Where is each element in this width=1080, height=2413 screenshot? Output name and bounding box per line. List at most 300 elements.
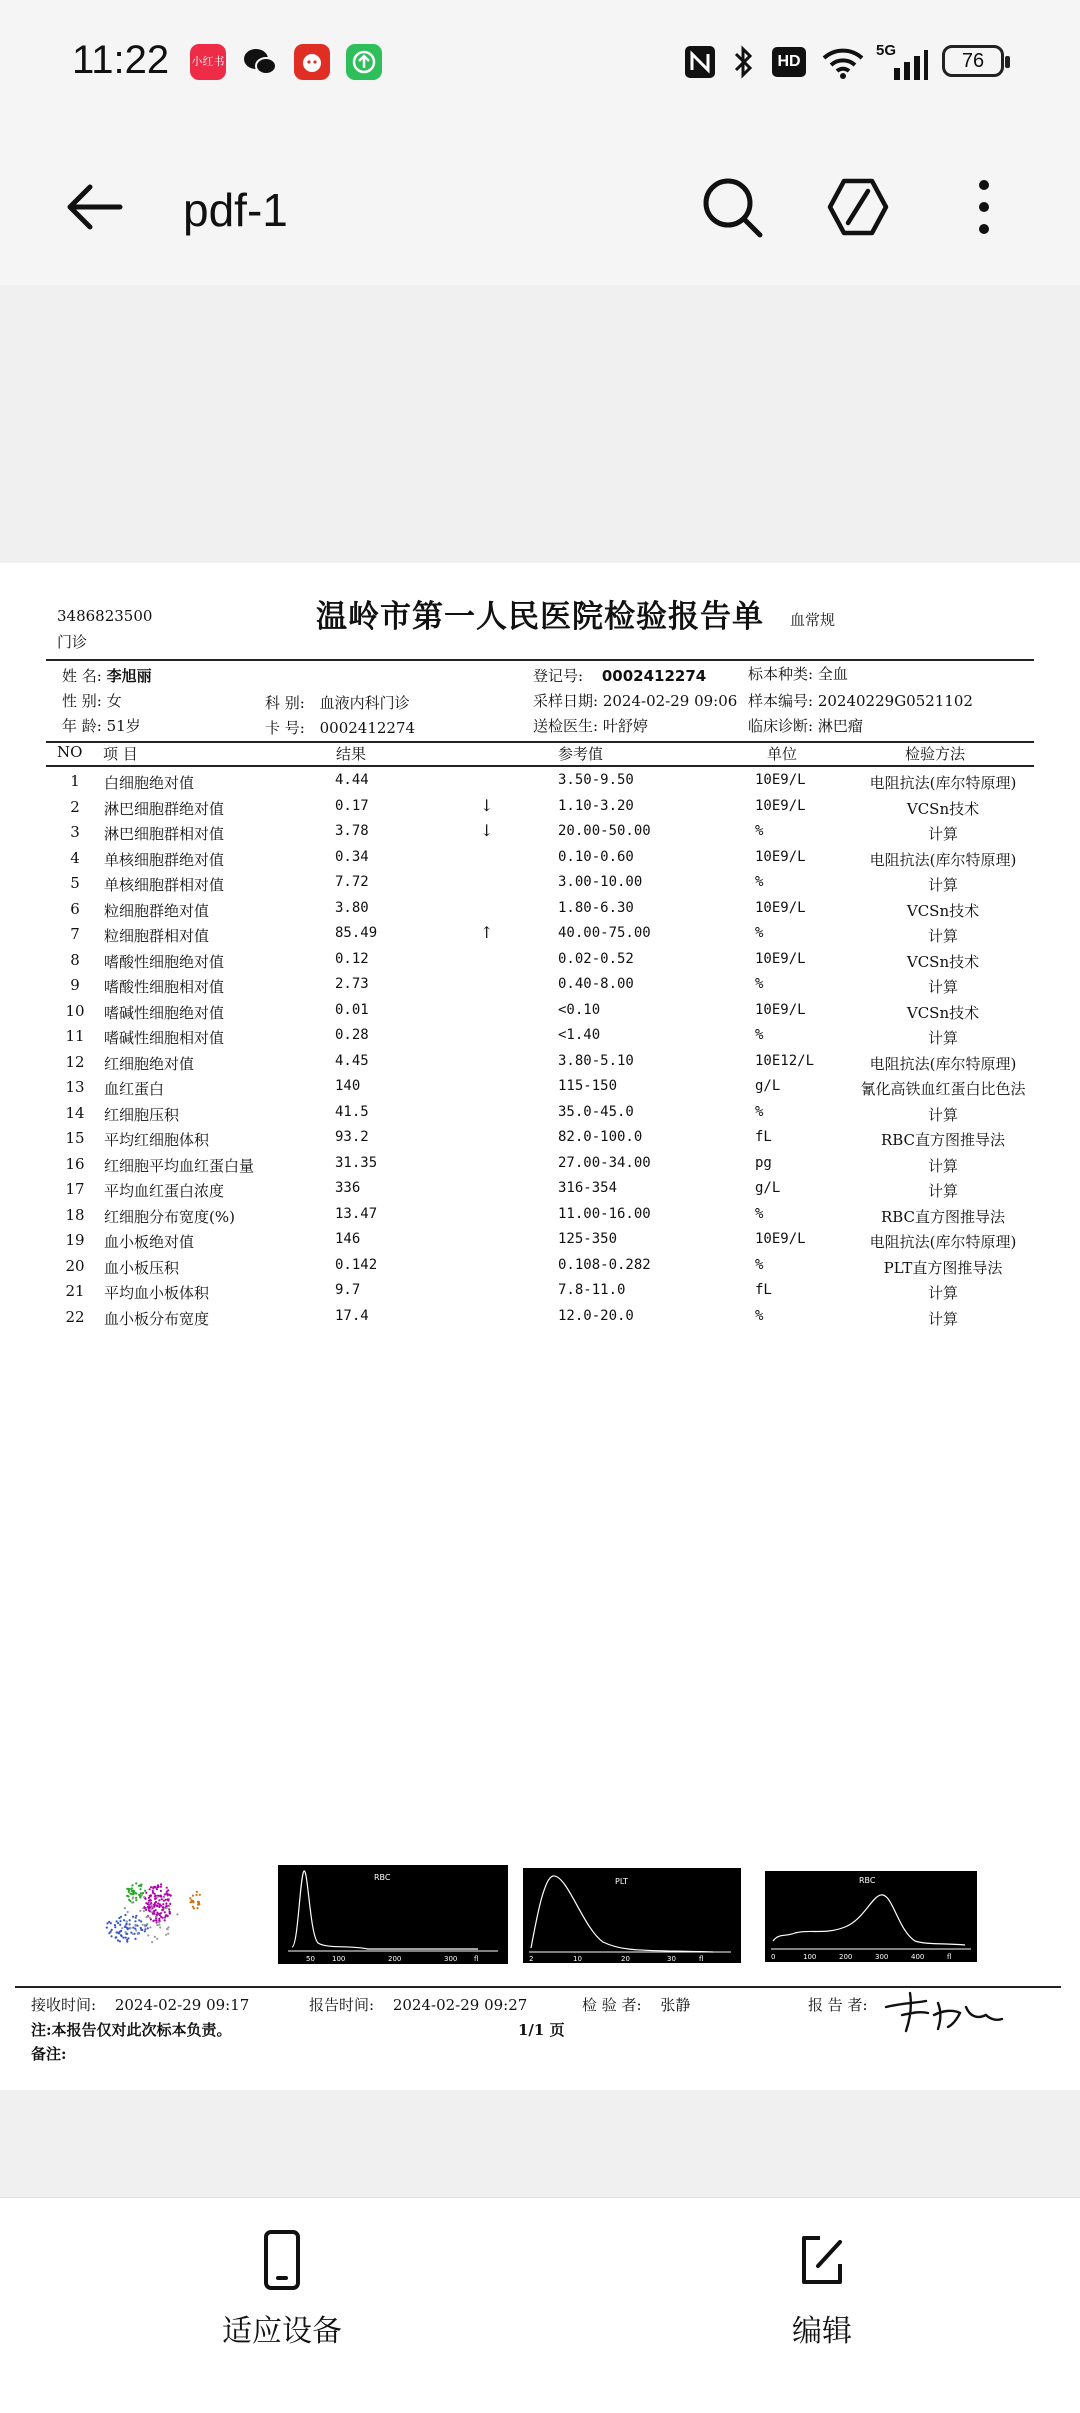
cell-ref: 27.00-34.00 <box>558 1154 651 1171</box>
table-row <box>0 870 1080 896</box>
cell-method: 计算 <box>927 1105 958 1124</box>
table-row <box>0 1176 1080 1202</box>
scatter-point <box>151 1941 153 1943</box>
scatter-point <box>169 1894 171 1896</box>
specimen-value: 全血 <box>817 665 848 683</box>
header-result: 结果 <box>336 745 367 763</box>
cell-result: 4.44 <box>335 772 369 788</box>
scatter-point <box>131 1902 133 1904</box>
scatter-point <box>165 1934 167 1936</box>
report-time: 2024-02-29 09:27 <box>392 1996 528 2014</box>
scatter-point <box>152 1920 154 1922</box>
scatter-point <box>139 1910 141 1912</box>
cell-unit: 10E9/L <box>755 797 806 814</box>
cell-item: 嗜酸性细胞绝对值 <box>104 952 225 971</box>
cell-ref: 20.00-50.00 <box>558 823 651 839</box>
cell-method: RBC直方图推导法 <box>880 1207 1006 1226</box>
table-row <box>0 972 1080 998</box>
report-time-line <box>309 1994 527 2015</box>
scatter-point <box>167 1889 169 1891</box>
scatter-point <box>167 1933 169 1935</box>
header-ref: 参考值 <box>558 745 604 763</box>
scatter-point <box>136 1925 138 1927</box>
cell-item: 嗜碱性细胞相对值 <box>104 1029 225 1047</box>
cell-ref: 3.80-5.10 <box>558 1052 634 1069</box>
table-row <box>0 921 1080 947</box>
scatter-point <box>108 1921 110 1923</box>
scatter-point <box>176 1913 178 1915</box>
scatter-point <box>167 1894 169 1896</box>
cell-unit: % <box>755 976 764 992</box>
signal-5g-icon <box>876 42 928 82</box>
cell-flag: ↓ <box>480 821 494 840</box>
reg-value: 0002412274 <box>601 667 707 685</box>
scatter-point <box>160 1912 162 1914</box>
scatter-point <box>140 1885 142 1887</box>
cell-method: 计算 <box>927 1182 958 1200</box>
cell-ref: 11.00-16.00 <box>558 1205 651 1222</box>
dept-line <box>265 692 410 713</box>
scatter-point <box>111 1929 113 1931</box>
cell-item: 红细胞分布宽度(%) <box>104 1207 235 1226</box>
diagnosis-line <box>748 715 863 736</box>
cell-ref: 0.40-8.00 <box>558 976 634 992</box>
table-row <box>0 1125 1080 1151</box>
table-row <box>0 947 1080 973</box>
rbc2-tick: fl <box>947 1953 952 1961</box>
cell-ref: 82.0-100.0 <box>558 1129 643 1145</box>
more-options-icon[interactable] <box>942 165 1026 249</box>
cell-result: 0.28 <box>335 1027 369 1043</box>
cell-flag: ↓ <box>480 795 494 815</box>
table-row <box>0 1151 1080 1177</box>
cell-ref: 1.80-6.30 <box>558 899 634 916</box>
cell-item: 淋巴细胞群相对值 <box>104 825 225 843</box>
scatter-point <box>148 1902 150 1904</box>
cell-method: 电阻抗法(库尔特原理) <box>869 850 1017 869</box>
scatter-point <box>149 1926 151 1928</box>
scatter-point <box>196 1891 198 1893</box>
wechat-icon <box>242 44 278 80</box>
scatter-point <box>190 1901 192 1903</box>
pdf-page[interactable] <box>0 563 1080 2090</box>
cell-no: 17 <box>65 1180 85 1198</box>
scatter-point <box>139 1888 141 1890</box>
scatter-point <box>160 1883 162 1885</box>
scatter-point <box>196 1894 198 1896</box>
ai-assistant-icon[interactable] <box>816 165 900 249</box>
cell-item: 平均血红蛋白浓度 <box>104 1182 225 1200</box>
scatter-point <box>165 1907 167 1909</box>
patient-name-line <box>62 665 152 686</box>
card-line <box>265 717 415 738</box>
scatter-point <box>168 1898 170 1900</box>
scatter-point <box>168 1908 170 1910</box>
scatter-point <box>150 1908 152 1910</box>
scatter-point <box>198 1903 200 1905</box>
table-row <box>0 1304 1080 1330</box>
diagnosis-value: 淋巴瘤 <box>817 717 863 735</box>
cell-result: 7.72 <box>335 874 369 890</box>
cell-unit: % <box>755 823 764 839</box>
scatter-point <box>160 1895 162 1897</box>
table-row <box>0 845 1080 871</box>
scatter-point <box>158 1918 160 1920</box>
cell-unit: 10E12/L <box>755 1052 815 1069</box>
cell-item: 嗜酸性细胞相对值 <box>104 978 225 996</box>
cell-unit: fL <box>755 1129 772 1145</box>
scatter-point <box>150 1886 152 1888</box>
result-table <box>0 768 1080 1329</box>
cell-no: 3 <box>70 823 80 841</box>
cell-no: 11 <box>65 1027 85 1045</box>
specimen-no-label: 样本编号: <box>748 692 814 710</box>
divider-footer <box>15 1986 1061 1988</box>
cell-item: 单核细胞群绝对值 <box>104 850 225 869</box>
scatter-point <box>155 1916 157 1918</box>
scatter-point <box>121 1927 123 1929</box>
specimen-line <box>748 663 848 684</box>
scatter-point <box>140 1892 142 1894</box>
cell-result: 13.47 <box>335 1205 378 1222</box>
cell-unit: 10E9/L <box>755 899 806 916</box>
cell-method: 电阻抗法(库尔特原理) <box>869 774 1017 792</box>
scatter-point <box>167 1928 169 1930</box>
cell-item: 平均血小板体积 <box>104 1284 210 1302</box>
cell-ref: 0.108-0.282 <box>558 1256 651 1273</box>
scatter-point <box>132 1916 134 1918</box>
cell-unit: g/L <box>755 1180 781 1196</box>
cell-unit: % <box>755 925 764 941</box>
scatter-point <box>157 1884 159 1886</box>
cell-item: 粒细胞群相对值 <box>104 927 210 945</box>
scatter-point <box>153 1912 155 1914</box>
table-row <box>0 1100 1080 1126</box>
scatter-point <box>126 1923 128 1925</box>
doctor-line <box>533 715 648 736</box>
scatter-point <box>134 1920 136 1922</box>
cell-result: 93.2 <box>335 1129 369 1145</box>
cell-method: 计算 <box>927 1309 958 1328</box>
cell-ref: 0.10-0.60 <box>558 848 634 865</box>
reg-label: 登记号: <box>533 667 584 685</box>
scatter-point <box>165 1905 167 1907</box>
scatter-point <box>165 1914 167 1916</box>
cell-no: 5 <box>70 874 80 892</box>
table-row <box>0 1227 1080 1253</box>
wbc-scatter-plot <box>88 1848 218 1958</box>
scatter-point <box>147 1927 149 1929</box>
table-row <box>0 1202 1080 1228</box>
scatter-point <box>143 1910 145 1912</box>
sample-date-line <box>533 690 737 711</box>
scatter-point <box>135 1892 137 1894</box>
table-row <box>0 1023 1080 1049</box>
cell-unit: 10E9/L <box>755 950 806 967</box>
scatter-point <box>152 1892 154 1894</box>
cell-result: 0.12 <box>335 950 369 967</box>
cell-no: 7 <box>70 925 80 943</box>
table-row <box>0 1074 1080 1100</box>
phone-icon <box>252 2228 312 2292</box>
cell-no: 19 <box>65 1231 85 1249</box>
scatter-point <box>131 1887 133 1889</box>
scatter-point <box>127 1911 129 1913</box>
cell-no: 12 <box>65 1052 85 1071</box>
scatter-point <box>169 1911 171 1913</box>
scatter-point <box>167 1926 169 1928</box>
cell-no: 15 <box>65 1129 85 1147</box>
rbc-histogram-label: RBC <box>374 1873 391 1882</box>
table-row <box>0 896 1080 922</box>
scatter-point <box>189 1897 191 1899</box>
cell-no: 22 <box>65 1307 85 1326</box>
scatter-point <box>155 1909 157 1911</box>
divider-info <box>46 741 1034 743</box>
scatter-point <box>164 1911 166 1913</box>
scatter-point <box>162 1917 164 1919</box>
scatter-point <box>132 1892 134 1894</box>
status-bar <box>0 0 1080 125</box>
scatter-point <box>157 1902 159 1904</box>
cell-item: 血红蛋白 <box>104 1080 165 1098</box>
plt-tick: fl <box>699 1955 704 1963</box>
cell-no: 2 <box>70 797 80 816</box>
cell-ref: 316-354 <box>558 1180 618 1196</box>
scatter-point <box>169 1903 171 1905</box>
scatter-point <box>192 1895 194 1897</box>
cell-method: PLT直方图推导法 <box>883 1258 1003 1277</box>
scatter-point <box>137 1933 139 1935</box>
scatter-point <box>138 1919 140 1921</box>
header-method: 检验方法 <box>905 745 966 763</box>
scatter-point <box>155 1904 157 1906</box>
scatter-point <box>154 1936 156 1938</box>
scatter-point <box>135 1917 137 1919</box>
cell-method: 电阻抗法(库尔特原理) <box>869 1054 1017 1073</box>
scatter-point <box>156 1924 158 1926</box>
scatter-point <box>134 1938 136 1940</box>
status-time: 11:22 <box>72 38 170 82</box>
cell-unit: 10E9/L <box>755 848 806 865</box>
scatter-point <box>150 1895 152 1897</box>
cell-method: VCSn技术 <box>906 1003 980 1022</box>
scatter-point <box>127 1937 129 1939</box>
scatter-point <box>122 1937 124 1939</box>
scatter-point <box>165 1893 167 1895</box>
rbc-tick: 300 <box>444 1955 458 1963</box>
scatter-point <box>159 1926 161 1928</box>
scatter-point <box>160 1905 162 1907</box>
scatter-point <box>164 1919 166 1921</box>
cell-no: 16 <box>65 1154 85 1173</box>
page-indicator: 1/1 页 <box>518 2021 565 2039</box>
scatter-point <box>154 1898 156 1900</box>
scatter-point <box>192 1901 194 1903</box>
report-time-label: 报告时间: <box>309 1996 375 2014</box>
scatter-point <box>125 1931 127 1933</box>
scatter-point <box>110 1935 112 1937</box>
cell-method: 计算 <box>927 927 958 945</box>
cell-no: 14 <box>65 1103 85 1122</box>
network-type: 5G <box>876 42 897 59</box>
cell-method: VCSn技术 <box>906 901 980 920</box>
cell-item: 粒细胞群绝对值 <box>104 901 210 920</box>
scatter-point <box>132 1890 134 1892</box>
cell-result: 3.78 <box>335 823 369 839</box>
table-row <box>0 768 1080 794</box>
scatter-point <box>117 1922 119 1924</box>
cell-ref: 12.0-20.0 <box>558 1307 634 1324</box>
scatter-point <box>143 1896 145 1898</box>
cell-unit: g/L <box>755 1078 781 1094</box>
header-no: NO <box>57 743 83 761</box>
cell-unit: % <box>755 1027 764 1043</box>
patient-age-line <box>62 715 141 736</box>
scatter-point <box>126 1927 128 1929</box>
cell-no: 18 <box>65 1205 85 1224</box>
plt-histogram <box>523 1868 741 1963</box>
scatter-point <box>161 1909 163 1911</box>
scatter-point <box>108 1932 110 1934</box>
specimen-label: 标本种类: <box>748 665 814 683</box>
cell-ref: <1.40 <box>558 1027 601 1043</box>
scatter-point <box>134 1925 136 1927</box>
scatter-point <box>119 1940 121 1942</box>
receive-time: 2024-02-29 09:17 <box>114 1996 250 2014</box>
dept-label: 科 别: <box>265 694 305 712</box>
rbc2-histogram-label: RBC <box>859 1876 876 1885</box>
specimen-no: 20240229G0521102 <box>817 692 973 710</box>
patient-age: 51岁 <box>106 717 141 735</box>
scatter-point <box>168 1905 170 1907</box>
cell-ref: 3.50-9.50 <box>558 772 634 788</box>
cell-result: 336 <box>335 1180 361 1196</box>
scatter-point <box>115 1937 117 1939</box>
cell-no: 9 <box>70 976 80 994</box>
scatter-point <box>157 1921 159 1923</box>
edit-icon <box>792 2228 852 2292</box>
scatter-point <box>149 1888 151 1890</box>
doctor-label: 送检医生: <box>533 717 599 735</box>
scatter-point <box>149 1917 151 1919</box>
scatter-point <box>129 1919 131 1921</box>
scatter-point <box>150 1900 152 1902</box>
fit-device-button[interactable] <box>132 2228 432 2350</box>
scatter-point <box>144 1925 146 1927</box>
edit-button[interactable] <box>672 2228 972 2350</box>
cell-item: 血小板绝对值 <box>104 1233 195 1251</box>
upload-app-icon <box>346 44 382 80</box>
cell-item: 淋巴细胞群绝对值 <box>104 799 225 818</box>
header-unit: 单位 <box>767 745 798 763</box>
cell-ref: <0.10 <box>558 1001 601 1018</box>
hd-icon: HD <box>772 47 806 77</box>
cell-method: 计算 <box>927 1156 958 1175</box>
scatter-point <box>163 1896 165 1898</box>
scatter-point <box>140 1920 142 1922</box>
cell-unit: % <box>755 874 764 890</box>
cell-unit: 10E9/L <box>755 1231 806 1247</box>
table-row <box>0 1253 1080 1279</box>
scatter-point <box>131 1884 133 1886</box>
table-row <box>0 1049 1080 1075</box>
cell-ref: 7.8-11.0 <box>558 1282 626 1298</box>
cell-ref: 35.0-45.0 <box>558 1103 634 1120</box>
cell-item: 红细胞压积 <box>104 1105 180 1124</box>
scatter-point <box>141 1929 143 1931</box>
cell-result: 17.4 <box>335 1307 369 1324</box>
cell-ref: 0.02-0.52 <box>558 950 634 967</box>
cell-no: 21 <box>65 1282 85 1300</box>
xiaohongshu-app-icon: 小红书 <box>190 44 226 80</box>
scatter-point <box>165 1902 167 1904</box>
search-icon[interactable] <box>690 165 774 249</box>
cell-flag: ↑ <box>480 923 494 942</box>
rbc-tick: 100 <box>332 1955 346 1963</box>
cell-method: VCSn技术 <box>906 952 980 971</box>
cell-unit: % <box>755 1307 764 1324</box>
cell-method: 计算 <box>927 1284 958 1302</box>
cell-result: 4.45 <box>335 1052 369 1069</box>
tester-label: 检 验 者: <box>582 1996 642 2014</box>
cell-result: 140 <box>335 1078 361 1094</box>
rbc-tick: 200 <box>388 1955 402 1963</box>
scatter-point <box>129 1893 131 1895</box>
scatter-point <box>135 1929 137 1931</box>
cell-item: 红细胞绝对值 <box>104 1054 195 1073</box>
reporter-label: 报 告 者: <box>808 1996 868 2014</box>
patient-sex-label: 性 别: <box>62 692 102 710</box>
cell-method: RBC直方图推导法 <box>880 1131 1006 1149</box>
cell-no: 20 <box>65 1256 85 1275</box>
cell-no: 10 <box>65 1001 85 1020</box>
scatter-point <box>142 1907 144 1909</box>
scatter-point <box>161 1898 163 1900</box>
scatter-point <box>147 1934 149 1936</box>
scatter-point <box>120 1934 122 1936</box>
scatter-point <box>158 1905 160 1907</box>
cell-result: 0.142 <box>335 1256 378 1273</box>
plt-tick: 2 <box>529 1955 534 1963</box>
scatter-point <box>146 1923 148 1925</box>
plt-tick: 10 <box>573 1955 582 1963</box>
scatter-point <box>128 1891 130 1893</box>
rbc2-tick: 400 <box>911 1953 925 1961</box>
scatter-point <box>192 1906 194 1908</box>
scatter-point <box>135 1897 137 1899</box>
tester-name: 张静 <box>660 1996 691 2014</box>
reg-line <box>533 665 706 686</box>
cell-ref: 3.00-10.00 <box>558 874 643 890</box>
scatter-point <box>126 1888 128 1890</box>
cell-result: 9.7 <box>335 1282 361 1298</box>
scatter-point <box>145 1916 147 1918</box>
scatter-point <box>157 1896 159 1898</box>
divider-table-header <box>46 765 1034 767</box>
scatter-point <box>132 1897 134 1899</box>
back-arrow-icon[interactable] <box>54 165 138 249</box>
scatter-point <box>166 1887 168 1889</box>
scatter-point <box>114 1924 116 1926</box>
cell-result: 0.34 <box>335 848 369 865</box>
cell-item: 平均红细胞体积 <box>104 1131 210 1149</box>
rbc-tick: 50 <box>306 1955 315 1963</box>
scatter-point <box>158 1899 160 1901</box>
scatter-point <box>139 1896 141 1898</box>
scatter-point <box>106 1927 108 1929</box>
scatter-point <box>117 1939 119 1941</box>
